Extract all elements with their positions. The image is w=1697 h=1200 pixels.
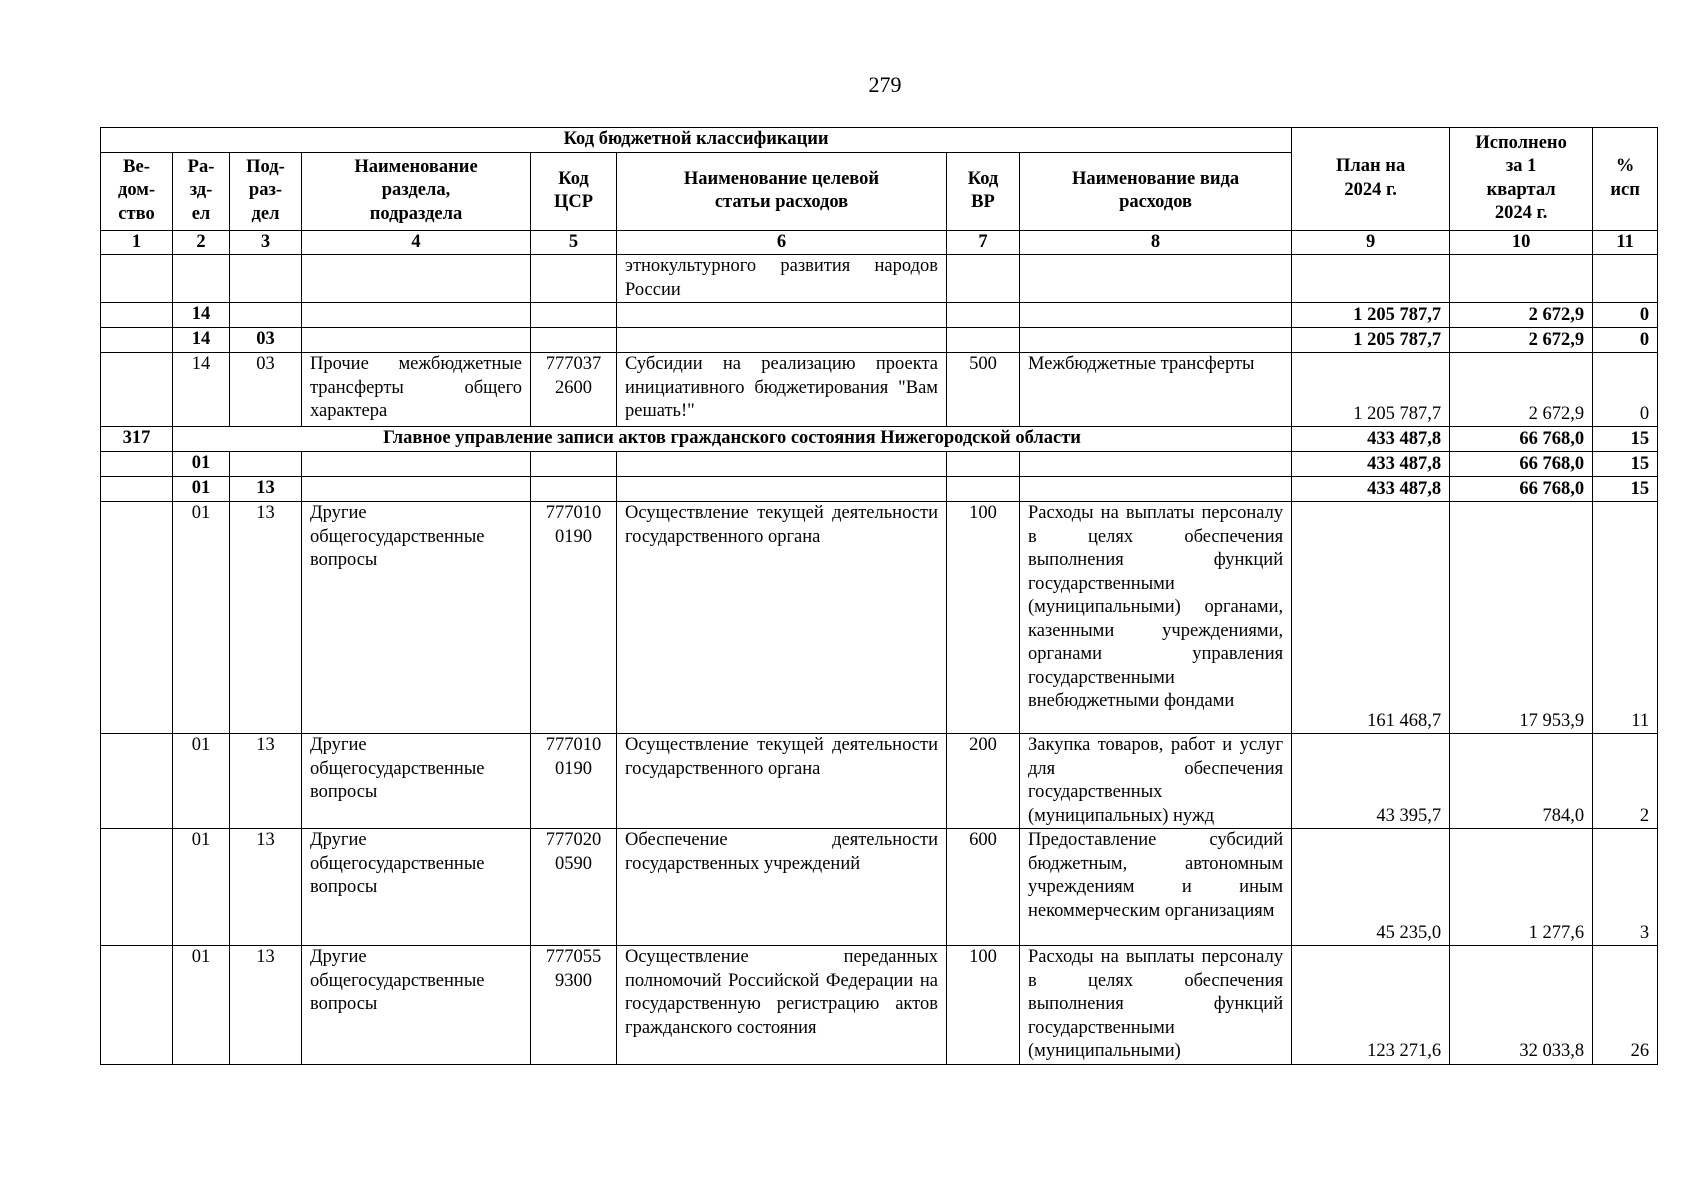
executed-cell: 32 033,8: [1450, 946, 1593, 1065]
table-row: [101, 734, 1658, 829]
csr-cell: 777010 0190: [531, 734, 617, 829]
csr-cell: 777020 0590: [531, 829, 617, 946]
agency-title-cell: Главное управление записи актов гражданского состояния Нижегородской области: [173, 427, 1292, 452]
plan-cell: 43 395,7: [1292, 734, 1450, 829]
kind-name-cell: Межбюджетные трансферты: [1020, 353, 1292, 427]
percent-cell: 3: [1593, 829, 1658, 946]
plan-cell: 1 205 787,7: [1292, 303, 1450, 328]
podrazdel-cell: 13: [230, 502, 302, 734]
target-name-cell: этнокультурного развития народов России: [617, 255, 947, 303]
table-row: [101, 829, 1658, 946]
razdel-cell: 01: [173, 829, 230, 946]
header-number: 8: [1020, 230, 1292, 255]
table-row-section-total: [101, 303, 1658, 328]
target-name-cell: Обеспечение деятельности государственных учреждений: [617, 829, 947, 946]
header-kind-name: Наименование вида расходов: [1020, 152, 1292, 230]
razdel-cell: 01: [173, 946, 230, 1065]
executed-cell: 2 672,9: [1450, 303, 1593, 328]
header-executed: Исполнено за 1 квартал 2024 г.: [1450, 128, 1593, 231]
header-podrazdel: Под- раз- дел: [230, 152, 302, 230]
podrazdel-cell: 13: [230, 946, 302, 1065]
header-target-name: Наименование целевой статьи расходов: [617, 152, 947, 230]
percent-cell: 15: [1593, 452, 1658, 477]
executed-cell: 1 277,6: [1450, 829, 1593, 946]
plan-cell: 1 205 787,7: [1292, 328, 1450, 353]
header-number: 4: [302, 230, 531, 255]
header-numbers-row: [101, 230, 1658, 255]
percent-cell: 26: [1593, 946, 1658, 1065]
executed-cell: 66 768,0: [1450, 427, 1593, 452]
vr-cell: 100: [947, 946, 1020, 1065]
executed-cell: 17 953,9: [1450, 502, 1593, 734]
csr-cell: 777010 0190: [531, 502, 617, 734]
header-number: 10: [1450, 230, 1593, 255]
executed-cell: 66 768,0: [1450, 477, 1593, 502]
header-section-name: Наименование раздела, подраздела: [302, 152, 531, 230]
podrazdel-cell: 13: [230, 829, 302, 946]
budget-table: [100, 127, 1658, 1065]
executed-cell: 2 672,9: [1450, 328, 1593, 353]
header-plan: План на 2024 г.: [1292, 128, 1450, 231]
header-number: 2: [173, 230, 230, 255]
header-vr: Код ВР: [947, 152, 1020, 230]
razdel-cell: 01: [173, 734, 230, 829]
executed-cell: 784,0: [1450, 734, 1593, 829]
vedomstvo-cell: 317: [101, 427, 173, 452]
csr-cell: 777037 2600: [531, 353, 617, 427]
percent-cell: 0: [1593, 353, 1658, 427]
podrazdel-cell: 03: [230, 353, 302, 427]
percent-cell: 0: [1593, 303, 1658, 328]
plan-cell: 45 235,0: [1292, 829, 1450, 946]
plan-cell: 161 468,7: [1292, 502, 1450, 734]
header-csr: Код ЦСР: [531, 152, 617, 230]
header-row-group: [101, 128, 1658, 153]
podrazdel-cell: 03: [230, 328, 302, 353]
header-number: 1: [101, 230, 173, 255]
vr-cell: 200: [947, 734, 1020, 829]
table-row-section-total: [101, 452, 1658, 477]
razdel-cell: 14: [173, 353, 230, 427]
header-number: 7: [947, 230, 1020, 255]
vr-cell: 500: [947, 353, 1020, 427]
percent-cell: 15: [1593, 427, 1658, 452]
podrazdel-cell: 13: [230, 734, 302, 829]
header-razdel: Ра- зд- ел: [173, 152, 230, 230]
section-name-cell: Прочие межбюджетные трансферты общего характера: [302, 353, 531, 427]
header-number: 3: [230, 230, 302, 255]
percent-cell: 15: [1593, 477, 1658, 502]
target-name-cell: Осуществление текущей деятельности государственного органа: [617, 502, 947, 734]
executed-cell: 66 768,0: [1450, 452, 1593, 477]
vr-cell: 600: [947, 829, 1020, 946]
table-row: [101, 255, 1658, 303]
table-row: [101, 353, 1658, 427]
header-number: 6: [617, 230, 947, 255]
plan-cell: 1 205 787,7: [1292, 353, 1450, 427]
section-name-cell: Другие общегосударственные вопросы: [302, 946, 531, 1065]
plan-cell: 433 487,8: [1292, 452, 1450, 477]
header-budget-code: Код бюджетной классификации: [101, 128, 1292, 153]
table-row: [101, 502, 1658, 734]
table-row-subsection-total: [101, 477, 1658, 502]
percent-cell: 0: [1593, 328, 1658, 353]
table-row-subsection-total: [101, 328, 1658, 353]
razdel-cell: 14: [173, 303, 230, 328]
header-number: 11: [1593, 230, 1658, 255]
header-vedomstvo: Ве- дом- ство: [101, 152, 173, 230]
kind-name-cell: Закупка товаров, работ и услуг для обеспечения государственных (муниципальных) нужд: [1020, 734, 1292, 829]
header-number: 5: [531, 230, 617, 255]
kind-name-cell: Расходы на выплаты персоналу в целях обеспечения выполнения функций государственными (муниципальными) органами, казенными учреждениями, органами управления государственными внебюджетными фондами: [1020, 502, 1292, 734]
header-number: 9: [1292, 230, 1450, 255]
plan-cell: 433 487,8: [1292, 427, 1450, 452]
table-row-agency-total: [101, 427, 1658, 452]
percent-cell: 2: [1593, 734, 1658, 829]
section-name-cell: Другие общегосударственные вопросы: [302, 734, 531, 829]
kind-name-cell: Расходы на выплаты персоналу в целях обеспечения выполнения функций государственными (муниципальными): [1020, 946, 1292, 1065]
target-name-cell: Субсидии на реализацию проекта инициативного бюджетирования "Вам решать!": [617, 353, 947, 427]
table-row: [101, 946, 1658, 1065]
razdel-cell: 01: [173, 477, 230, 502]
percent-cell: 11: [1593, 502, 1658, 734]
header-percent: % исп: [1593, 128, 1658, 231]
razdel-cell: 01: [173, 452, 230, 477]
target-name-cell: Осуществление текущей деятельности государственного органа: [617, 734, 947, 829]
section-name-cell: Другие общегосударственные вопросы: [302, 829, 531, 946]
csr-cell: 777055 9300: [531, 946, 617, 1065]
target-name-cell: Осуществление переданных полномочий Российской Федерации на государственную регистрацию актов гражданского состояния: [617, 946, 947, 1065]
executed-cell: 2 672,9: [1450, 353, 1593, 427]
kind-name-cell: Предоставление субсидий бюджетным, автономным учреждениям и иным некоммерческим организациям: [1020, 829, 1292, 946]
section-name-cell: Другие общегосударственные вопросы: [302, 502, 531, 734]
razdel-cell: 14: [173, 328, 230, 353]
page-number: 279: [868, 72, 902, 97]
vr-cell: 100: [947, 502, 1020, 734]
plan-cell: 433 487,8: [1292, 477, 1450, 502]
razdel-cell: 01: [173, 502, 230, 734]
plan-cell: 123 271,6: [1292, 946, 1450, 1065]
podrazdel-cell: 13: [230, 477, 302, 502]
